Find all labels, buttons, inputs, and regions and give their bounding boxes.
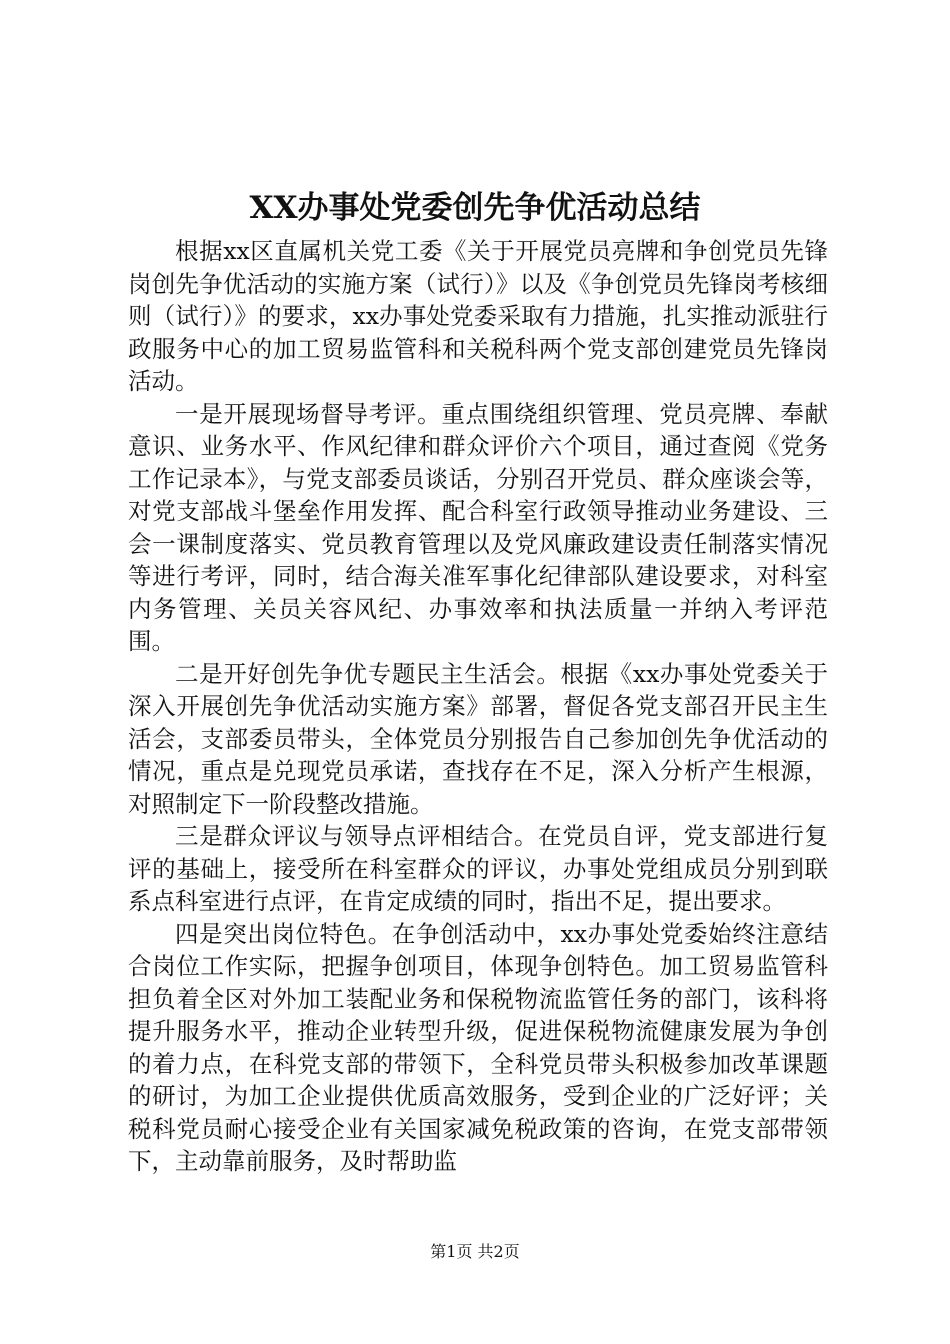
paragraph-intro: 根据xx区直属机关党工委《关于开展党员亮牌和争创党员先锋岗创先争优活动的实施方案（试行）》以及《争创党员先锋岗考核细则（试行）》的要求，xx办事处党委采取有力措施，扎实推动派驻行政服务中心的加工贸易监管科和关税科两个党支部创建党员先锋岗活动。 xyxy=(128,237,828,395)
document-body xyxy=(128,235,828,1178)
page-footer: 第1页 共2页 xyxy=(430,1242,520,1261)
paragraph-point-1: 一是开展现场督导考评。重点围绕组织管理、党员亮牌、奉献意识、业务水平、作风纪律和群众评价六个项目，通过查阅《党务工作记录本》，与党支部委员谈话，分别召开党员、群众座谈会等，对党支部战斗堡垒作用发挥、配合科室行政领导推动业务建设、三会一课制度落实、党员教育管理以及党风廉政建设责任制落实情况等进行考评，同时，结合海关准军事化纪律部队建设要求，对科室内务管理、关员关容风纪、办事效率和执法质量一并纳入考评范围。 xyxy=(128,399,828,655)
paragraph-point-2: 二是开好创先争优专题民主生活会。根据《xx办事处党委关于深入开展创先争优活动实施方案》部署，督促各党支部召开民主生活会，支部委员带头，全体党员分别报告自己参加创先争优活动的情况，重点是兑现党员承诺，查找存在不足，深入分析产生根源，对照制定下一阶段整改措施。 xyxy=(128,659,828,818)
paragraph-point-3: 三是群众评议与领导点评相结合。在党员自评，党支部进行复评的基础上，接受所在科室群众的评议，办事处党组成员分别到联系点科室进行点评，在肯定成绩的同时，指出不足，提出要求。 xyxy=(128,822,828,915)
document-title: XX办事处党委创先争优活动总结 xyxy=(249,190,701,226)
paragraph-point-4: 四是突出岗位特色。在争创活动中，xx办事处党委始终注意结合岗位工作实际，把握争创项目，体现争创特色。加工贸易监管科担负着全区对外加工装配业务和保税物流监管任务的部门，该科将提升服务水平，推动企业转型升级，促进保税物流健康发展为争创的着力点，在科党支部的带领下，全科党员带头积极参加改革课题的研讨，为加工企业提供优质高效服务，受到企业的广泛好评；关税科党员耐心接受企业有关国家减免税政策的咨询，在党支部带领下，主动靠前服务，及时帮助监 xyxy=(128,919,828,1175)
